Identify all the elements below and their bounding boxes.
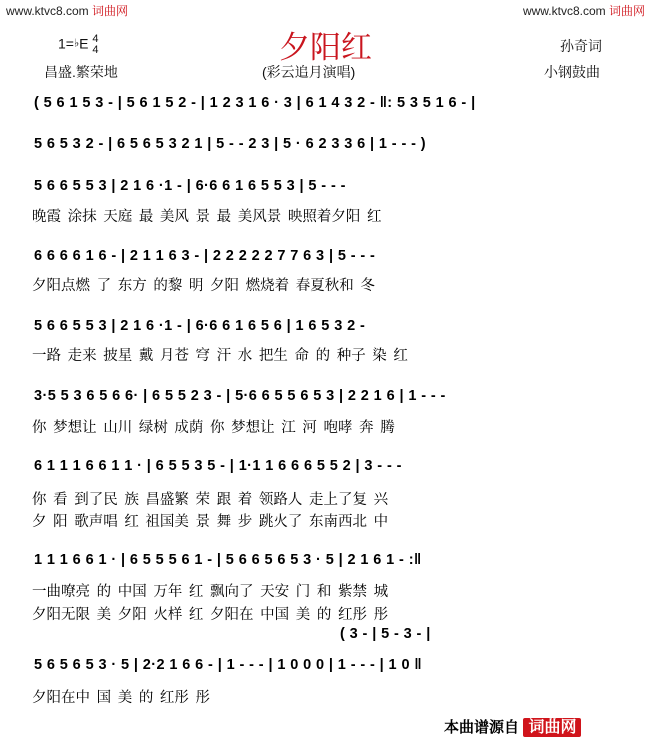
key-note: E	[79, 35, 89, 52]
watermark-brand: 词曲网	[92, 4, 129, 18]
flat-symbol: ♭	[73, 37, 80, 50]
score-line-3-notes: 5 6 6 5 5 3 | 2 1 6 ·1 - | 6·6 6 1 6 5 5 3 | 5 - - -	[34, 178, 346, 194]
performance-credit: (彩云追月演唱)	[262, 64, 356, 80]
watermark-brand: 词曲网	[608, 4, 645, 18]
score-line-8-lyric-verse-1: 一曲嘹亮 的 中国 万年 红 飘向了 天安 门 和 紫禁 城	[32, 584, 389, 600]
site-logo: 词曲网	[523, 718, 581, 737]
score-line-7-lyric-verse-2: 夕 阳 歌声唱 红 祖国美 景 舞 步 跳火了 东南西北 中	[32, 514, 389, 530]
score-interlude-notes: ( 3 - | 5 - 3 - |	[340, 626, 431, 642]
score-line-8-notes: 1 1 1 6 6 1 · | 6 5 5 5 6 1 - | 5 6 6 5 6 5 3 · 5 | 2 1 6 1 - :‖	[34, 552, 422, 568]
score-line-6-notes: 3·5 5 3 6 5 6 6· | 6 5 5 2 3 - | 5·6 6 5 5 6 5 3 | 2 2 1 6 | 1 - - -	[34, 388, 446, 404]
score-line-2-notes: 5 6 5 3 2 - | 6 5 6 5 3 2 1 | 5 - - 2 3 | 5 · 6 2 3 3 6 | 1 - - - )	[34, 136, 427, 152]
score-line-7-notes: 6 1 1 1 6 6 1 1 · | 6 5 5 3 5 - | 1·1 1 6 6 6 5 5 2 | 3 - - -	[34, 458, 402, 474]
score-line-6-lyric: 你 梦想让 山川 绿树 成荫 你 梦想让 江 河 咆哮 奔 腾	[32, 420, 395, 436]
time-top: 4	[92, 33, 99, 45]
key-prefix: 1=	[58, 35, 74, 52]
song-title: 夕阳红	[279, 30, 372, 66]
watermark-top-left	[6, 2, 128, 19]
time-signature	[92, 34, 98, 56]
footer-source	[444, 714, 581, 737]
lyricist-credit: 孙奇词	[560, 38, 602, 54]
score-line-5-lyric: 一路 走来 披星 戴 月苍 穹 汗 水 把生 命 的 种子 染 红	[32, 348, 408, 364]
score-line-5-notes: 5 6 6 5 5 3 | 2 1 6 ·1 - | 6·6 6 1 6 5 6 | 1 6 5 3 2 -	[34, 318, 366, 334]
watermark-top-right	[523, 2, 645, 19]
source-label: 本曲谱源自	[444, 719, 520, 736]
score-line-7-lyric-verse-1: 你 看 到了民 族 昌盛繁 荣 跟 着 领路人 走上了复 兴	[32, 492, 389, 508]
watermark-url: www.ktvc8.com	[6, 4, 89, 18]
score-line-3-lyric: 晚霞 涂抹 天庭 最 美风 景 最 美风景 映照着夕阳 红	[32, 209, 382, 225]
watermark-url: www.ktvc8.com	[522, 4, 606, 18]
composer-credit: 小钢鼓曲	[544, 64, 600, 80]
score-line-4-notes: 6 6 6 6 1 6 - | 2 1 1 6 3 - | 2 2 2 2 2 7 7 6 3 | 5 - - -	[34, 248, 376, 264]
singer-credit: 昌盛.繁荣地	[44, 64, 118, 80]
score-line-1-notes: ( 5 6 1 5 3 - | 5 6 1 5 2 - | 1 2 3 1 6 · 3 | 6 1 4 3 2 - ‖: 5 3 5 1 6 - |	[34, 95, 476, 111]
score-line-9-lyric: 夕阳在中 国 美 的 红彤 彤	[32, 690, 211, 706]
score-line-8-lyric-verse-2: 夕阳无限 美 夕阳 火样 红 夕阳在 中国 美 的 红彤 彤	[32, 607, 389, 623]
score-line-9-notes: 5 6 5 6 5 3 · 5 | 2·2 1 6 6 - | 1 - - - | 1 0 0 0 | 1 - - - | 1 0 ‖	[34, 657, 422, 673]
score-line-4-lyric: 夕阳点燃 了 东方 的黎 明 夕阳 燃烧着 春夏秋和 冬	[32, 278, 375, 294]
time-bottom: 4	[92, 44, 99, 56]
key-signature	[58, 34, 99, 56]
